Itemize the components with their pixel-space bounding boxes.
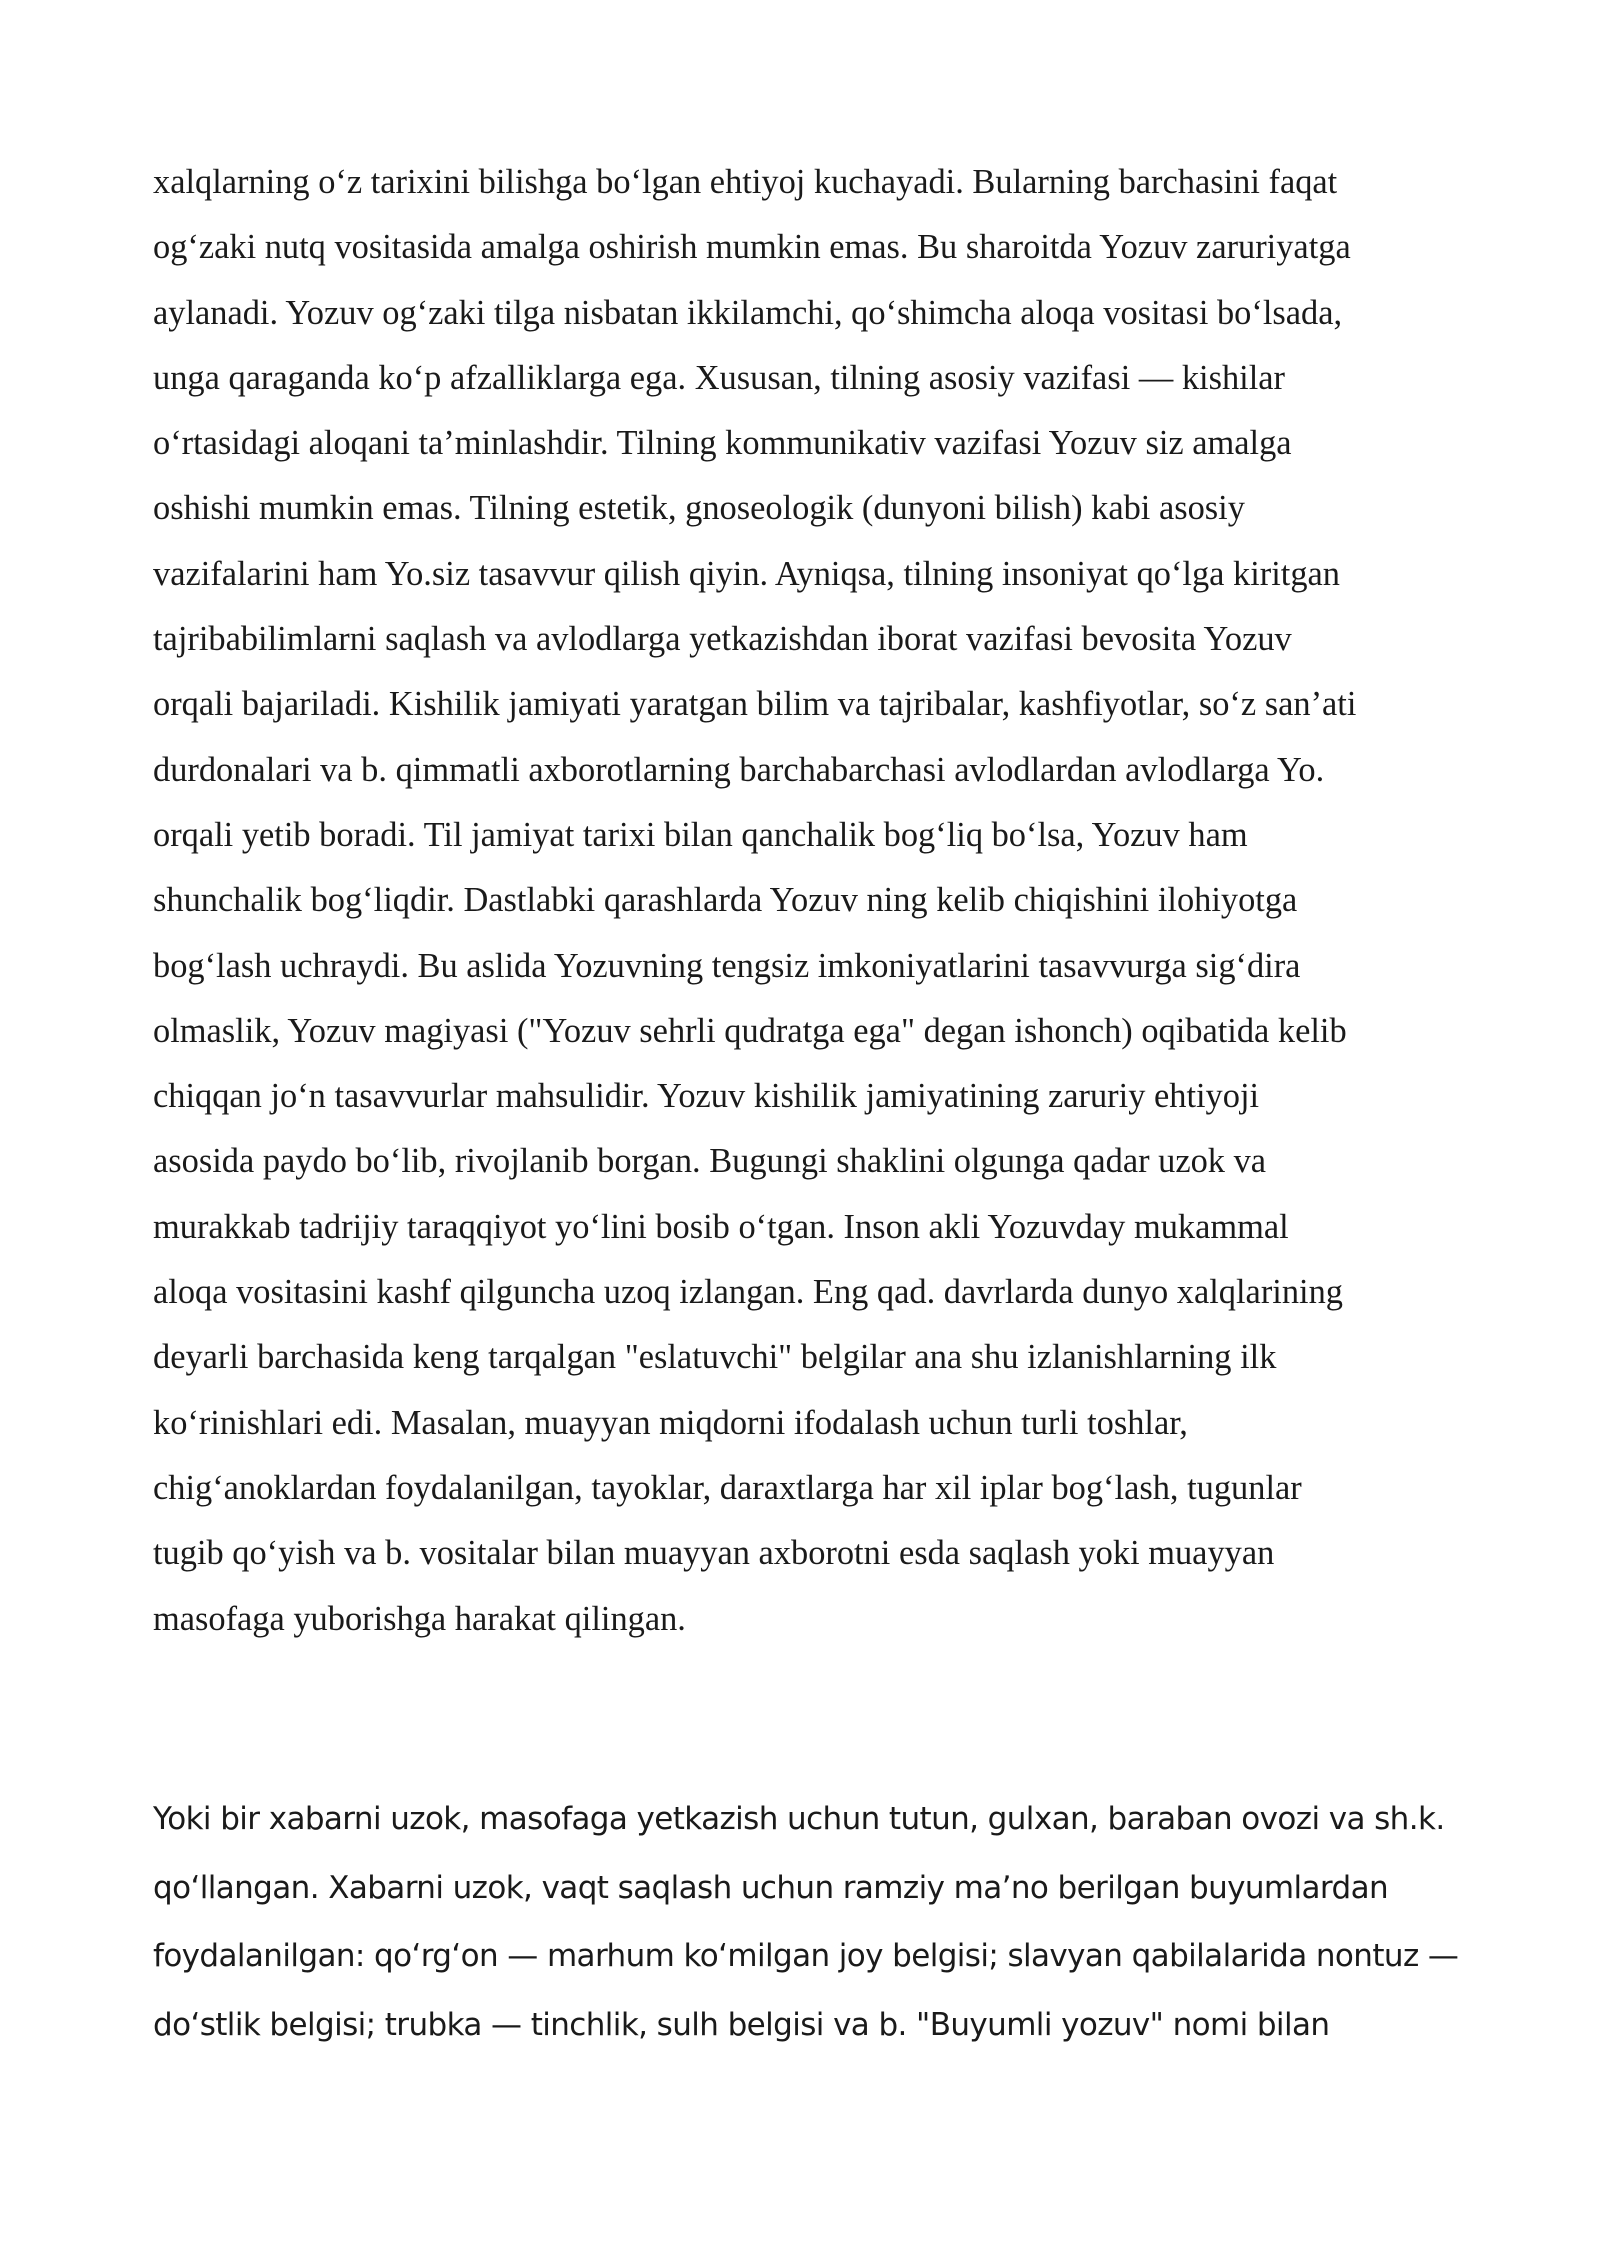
body-paragraph <box>153 150 1493 1652</box>
text-line: chiqqan jo‘n tasavvurlar mahsulidir. Yozuv kishilik jamiyatining zaruriy ehtiyoji <box>153 1077 1260 1116</box>
text-line: tugib qo‘yish va b. vositalar bilan muayyan axborotni esda saqlash yoki muayyan <box>153 1534 1275 1573</box>
text-line: xalqlarning o‘z tarixini bilishga bo‘lgan ehtiyoj kuchayadi. Bularning barchasini faqat <box>153 163 1338 201</box>
text-line: orqali bajariladi. Kishilik jamiyati yaratgan bilim va tajribalar, kashfiyotlar, so‘z san’ati <box>153 685 1357 724</box>
text-line: foydalanilgan: qo‘rg‘on — marhum ko‘milgan joy belgisi; slavyan qabilalarida nontuz — <box>153 1938 1459 1974</box>
text-line: masofaga yuborishga harakat qilingan. <box>153 1599 686 1638</box>
text-line: qo‘llangan. Xabarni uzok, vaqt saqlash uchun ramziy ma’no berilgan buyumlardan <box>153 1869 1389 1906</box>
text-line: tajribabilimlarni saqlash va avlodlarga yetkazishdan iborat vazifasi bevosita Yozuv <box>153 620 1292 659</box>
text-line: durdonalari va b. qimmatli axborotlarning barchabarchasi avlodlardan avlodlarga Yo. <box>153 750 1325 789</box>
text-line: olmaslik, Yozuv magiyasi ("Yozuv sehrli qudratga ega" degan ishonch) oqibatida kelib <box>153 1011 1347 1050</box>
text-line: o‘rtasidagi aloqani ta’minlashdir. Tilning kommunikativ vazifasi Yozuv siz amalga <box>153 424 1292 463</box>
text-line: og‘zaki nutq vositasida amalga oshirish mumkin emas. Bu sharoitda Yozuv zaruriyatga <box>153 228 1351 267</box>
text-line: bog‘lash uchraydi. Bu aslida Yozuvning tengsiz imkoniyatlarini tasavvurga sig‘dira <box>153 946 1301 985</box>
text-line: aloqa vositasini kashf qilguncha uzoq izlangan. Eng qad. davrlarda dunyo xalqlarining <box>153 1273 1343 1312</box>
text-line: chig‘anoklardan foydalanilgan, tayoklar, daraxtlarga har xil iplar bog‘lash, tugunlar <box>153 1468 1302 1507</box>
text-line: vazifalarini ham Yo.siz tasavvur qilish qiyin. Ayniqsa, tilning insoniyat qo‘lga kiritgan <box>153 554 1340 593</box>
text-line: shunchalik bog‘liqdir. Dastlabki qarashlarda Yozuv ning kelib chiqishini ilohiyotga <box>153 881 1298 920</box>
text-line: murakkab tadrijiy taraqqiyot yo‘lini bosib o‘tgan. Inson akli Yozuvday mukammal <box>153 1207 1289 1246</box>
text-line: deyarli barchasida keng tarqalgan "eslatuvchi" belgilar ana shu izlanishlarning ilk <box>153 1338 1277 1377</box>
text-line: aylanadi. Yozuv og‘zaki tilga nisbatan ikkilamchi, qo‘shimcha aloqa vositasi bo‘lsada, <box>153 293 1343 332</box>
text-line: Yoki bir xabarni uzok, masofaga yetkazish uchun tutun, gulxan, baraban ovozi va sh.k. <box>153 1801 1445 1837</box>
text-line: asosida paydo bo‘lib, rivojlanib borgan. Bugungi shaklini olgunga qadar uzok va <box>153 1142 1267 1181</box>
text-line: ko‘rinishlari edi. Masalan, muayyan miqdorni ifodalash uchun turli toshlar, <box>153 1403 1188 1442</box>
body-paragraph-continued <box>153 1785 1493 2059</box>
text-line: oshishi mumkin emas. Tilning estetik, gnoseologik (dunyoni bilish) kabi asosiy <box>153 489 1245 528</box>
text-line: do‘stlik belgisi; trubka — tinchlik, sulh belgisi va b. "Buyumli yozuv" nomi bilan <box>153 2006 1330 2043</box>
text-line: orqali yetib boradi. Til jamiyat tarixi bilan qanchalik bog‘liq bo‘lsa, Yozuv ham <box>153 815 1248 854</box>
text-line: unga qaraganda ko‘p afzalliklarga ega. Xususan, tilning asosiy vazifasi — kishilar <box>153 358 1286 397</box>
